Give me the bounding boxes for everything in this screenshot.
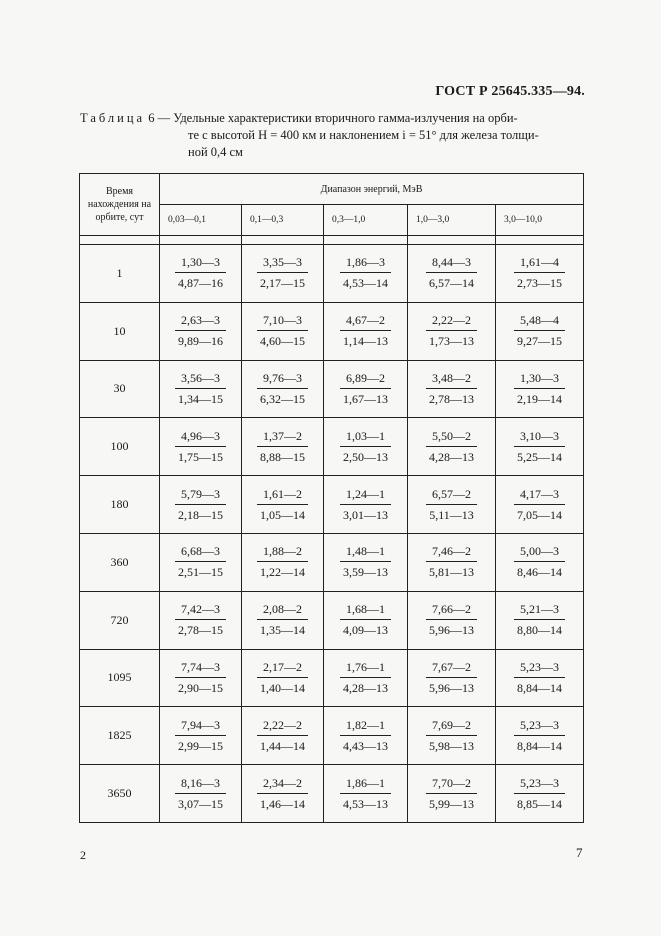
numerator: 1,86—1	[340, 776, 391, 794]
caption-line-1	[80, 110, 580, 127]
fraction-value	[340, 660, 391, 696]
caption-text-1: — Удельные характеристики вторичного гамма-излучения на орби-	[154, 111, 518, 125]
time-value: 360	[80, 533, 160, 591]
table-row	[80, 245, 584, 303]
denominator: 4,53—14	[343, 276, 388, 291]
fraction-value	[514, 776, 565, 812]
numerator: 1,61—2	[257, 487, 308, 505]
fraction-value	[426, 429, 477, 465]
numerator: 5,48—4	[514, 313, 565, 331]
table-cell	[496, 245, 584, 303]
numerator: 4,96—3	[175, 429, 226, 447]
table-cell	[160, 533, 242, 591]
numerator: 7,42—3	[175, 602, 226, 620]
fraction-value	[426, 660, 477, 696]
energy-column-header: 3,0—10,0	[496, 205, 584, 236]
time-value: 1825	[80, 707, 160, 765]
denominator: 5,96—13	[429, 680, 474, 695]
energy-column-header: 0,1—0,3	[242, 205, 324, 236]
fraction-value	[340, 718, 391, 754]
denominator: 3,01—13	[343, 507, 388, 522]
fraction-value	[175, 255, 226, 291]
energy-range-header: Диапазон энергий, МэВ	[160, 174, 584, 205]
fraction-value	[175, 602, 226, 638]
denominator: 9,89—16	[178, 334, 223, 349]
time-value: 1095	[80, 649, 160, 707]
table-cell	[324, 591, 408, 649]
table-cell	[242, 707, 324, 765]
numerator: 4,17—3	[514, 487, 565, 505]
numerator: 4,67—2	[340, 313, 391, 331]
numerator: 2,22—2	[426, 313, 477, 331]
table-cell	[496, 765, 584, 823]
denominator: 7,05—14	[517, 507, 563, 522]
table-cell	[242, 245, 324, 303]
denominator: 2,17—15	[260, 276, 305, 291]
table-cell	[496, 360, 584, 418]
time-value: 180	[80, 476, 160, 534]
denominator: 8,88—15	[260, 449, 305, 464]
fraction-value	[426, 776, 477, 812]
table-cell	[160, 765, 242, 823]
fraction-value	[340, 371, 391, 407]
table-cell	[324, 649, 408, 707]
table-cell	[242, 591, 324, 649]
fraction-value	[514, 602, 565, 638]
time-value: 3650	[80, 765, 160, 823]
table-row	[80, 360, 584, 418]
table-row	[80, 418, 584, 476]
fraction-value	[257, 255, 308, 291]
table-row	[80, 649, 584, 707]
table-cell	[408, 591, 496, 649]
table-cell	[408, 245, 496, 303]
table-cell	[408, 418, 496, 476]
table-cell	[324, 418, 408, 476]
denominator: 2,50—13	[343, 449, 388, 464]
numerator: 2,63—3	[175, 313, 226, 331]
table-cell	[496, 302, 584, 360]
fraction-value	[175, 718, 226, 754]
denominator: 1,22—14	[260, 565, 305, 580]
fraction-value	[514, 487, 565, 523]
denominator: 5,99—13	[429, 796, 474, 811]
numerator: 6,68—3	[175, 544, 226, 562]
denominator: 2,99—15	[178, 738, 223, 753]
numerator: 1,03—1	[340, 429, 391, 447]
numerator: 1,30—3	[514, 371, 565, 389]
numerator: 1,37—2	[257, 429, 308, 447]
numerator: 7,69—2	[426, 718, 477, 736]
table-cell	[242, 765, 324, 823]
fraction-value	[426, 544, 477, 580]
denominator: 1,73—13	[429, 334, 474, 349]
denominator: 9,27—15	[517, 334, 563, 349]
denominator: 2,51—15	[178, 565, 223, 580]
fraction-value	[340, 487, 391, 523]
numerator: 5,21—3	[514, 602, 565, 620]
table-cell	[160, 649, 242, 707]
table-cell	[242, 649, 324, 707]
numerator: 3,10—3	[514, 429, 565, 447]
table-cell	[242, 302, 324, 360]
numerator: 5,00—3	[514, 544, 565, 562]
table-cell	[242, 476, 324, 534]
table-cell	[324, 765, 408, 823]
time-value: 720	[80, 591, 160, 649]
fraction-value	[340, 313, 391, 349]
fraction-value	[257, 776, 308, 812]
table-cell	[324, 245, 408, 303]
numerator: 9,76—3	[257, 371, 308, 389]
fraction-value	[426, 602, 477, 638]
fraction-value	[175, 313, 226, 349]
table-cell	[324, 302, 408, 360]
numerator: 8,16—3	[175, 776, 226, 794]
table-cell	[160, 476, 242, 534]
numerator: 1,76—1	[340, 660, 391, 678]
fraction-value	[514, 371, 565, 407]
table-row	[80, 591, 584, 649]
numerator: 1,68—1	[340, 602, 391, 620]
numerator: 7,46—2	[426, 544, 477, 562]
numerator: 1,48—1	[340, 544, 391, 562]
denominator: 6,32—15	[260, 391, 305, 406]
denominator: 1,75—15	[178, 449, 223, 464]
fraction-value	[426, 718, 477, 754]
table-caption	[80, 110, 580, 161]
time-value: 100	[80, 418, 160, 476]
denominator: 6,57—14	[429, 276, 474, 291]
denominator: 1,40—14	[260, 680, 305, 695]
table-cell	[324, 476, 408, 534]
numerator: 8,44—3	[426, 255, 477, 273]
page-number-right: 7	[576, 845, 583, 860]
denominator: 4,09—13	[343, 623, 388, 638]
numerator: 1,30—3	[175, 255, 226, 273]
table-cell	[160, 245, 242, 303]
time-value: 30	[80, 360, 160, 418]
time-column-header: Время нахождения на орбите, сут	[80, 174, 160, 236]
numerator: 1,24—1	[340, 487, 391, 505]
denominator: 2,73—15	[517, 276, 563, 291]
denominator: 2,19—14	[517, 391, 563, 406]
fraction-value	[175, 429, 226, 465]
numerator: 7,66—2	[426, 602, 477, 620]
table-cell	[496, 418, 584, 476]
numerator: 5,79—3	[175, 487, 226, 505]
data-table	[79, 173, 584, 823]
header-gap-row	[80, 236, 584, 245]
numerator: 7,70—2	[426, 776, 477, 794]
table-cell	[160, 707, 242, 765]
table-cell	[242, 360, 324, 418]
document-code: ГОСТ Р 25645.335—94.	[435, 84, 585, 99]
fraction-value	[257, 371, 308, 407]
denominator: 5,98—13	[429, 738, 474, 753]
numerator: 3,35—3	[257, 255, 308, 273]
fraction-value	[426, 371, 477, 407]
numerator: 5,23—3	[514, 718, 565, 736]
denominator: 4,28—13	[429, 449, 474, 464]
table-cell	[408, 476, 496, 534]
denominator: 8,84—14	[517, 680, 563, 695]
numerator: 1,86—3	[340, 255, 391, 273]
fraction-value	[257, 718, 308, 754]
fraction-value	[514, 255, 565, 291]
numerator: 2,34—2	[257, 776, 308, 794]
denominator: 2,78—13	[429, 391, 474, 406]
numerator: 7,10—3	[257, 313, 308, 331]
denominator: 1,44—14	[260, 738, 305, 753]
table-cell	[324, 360, 408, 418]
fraction-value	[257, 487, 308, 523]
fraction-value	[175, 660, 226, 696]
denominator: 5,81—13	[429, 565, 474, 580]
denominator: 2,90—15	[178, 680, 223, 695]
table-cell	[496, 591, 584, 649]
table-cell	[160, 302, 242, 360]
numerator: 6,57—2	[426, 487, 477, 505]
numerator: 2,17—2	[257, 660, 308, 678]
fraction-value	[257, 602, 308, 638]
denominator: 4,87—16	[178, 276, 223, 291]
fraction-value	[175, 371, 226, 407]
table-cell	[496, 533, 584, 591]
numerator: 5,23—3	[514, 660, 565, 678]
denominator: 4,60—15	[260, 334, 305, 349]
denominator: 8,84—14	[517, 738, 563, 753]
time-value: 10	[80, 302, 160, 360]
numerator: 1,82—1	[340, 718, 391, 736]
caption-line-2: те с высотой H = 400 км и наклонением i = 51° для железа толщи-	[188, 128, 539, 142]
table-cell	[408, 302, 496, 360]
time-value: 1	[80, 245, 160, 303]
denominator: 5,96—13	[429, 623, 474, 638]
caption-number: 6	[148, 111, 155, 125]
fraction-value	[340, 776, 391, 812]
numerator: 7,94—3	[175, 718, 226, 736]
denominator: 8,46—14	[517, 565, 563, 580]
fraction-value	[340, 429, 391, 465]
table-cell	[496, 707, 584, 765]
page-number-left: 2	[80, 848, 86, 862]
fraction-value	[175, 487, 226, 523]
denominator: 2,78—15	[178, 623, 223, 638]
fraction-value	[257, 429, 308, 465]
table-row	[80, 533, 584, 591]
table-cell	[408, 533, 496, 591]
denominator: 3,59—13	[343, 565, 388, 580]
fraction-value	[426, 255, 477, 291]
table-row	[80, 476, 584, 534]
denominator: 4,43—13	[343, 738, 388, 753]
denominator: 1,34—15	[178, 391, 223, 406]
numerator: 6,89—2	[340, 371, 391, 389]
denominator: 2,18—15	[178, 507, 223, 522]
table-cell	[324, 533, 408, 591]
table-cell	[496, 476, 584, 534]
fraction-value	[340, 255, 391, 291]
fraction-value	[426, 313, 477, 349]
fraction-value	[257, 544, 308, 580]
energy-column-header: 0,03—0,1	[160, 205, 242, 236]
numerator: 2,22—2	[257, 718, 308, 736]
table-row	[80, 707, 584, 765]
fraction-value	[340, 602, 391, 638]
table-cell	[324, 707, 408, 765]
fraction-value	[257, 313, 308, 349]
denominator: 4,28—13	[343, 680, 388, 695]
numerator: 5,23—3	[514, 776, 565, 794]
table-cell	[408, 649, 496, 707]
denominator: 1,46—14	[260, 796, 305, 811]
caption-label: Таблица	[80, 111, 146, 125]
fraction-value	[175, 776, 226, 812]
table-cell	[242, 533, 324, 591]
numerator: 2,08—2	[257, 602, 308, 620]
denominator: 8,80—14	[517, 623, 563, 638]
denominator: 8,85—14	[517, 796, 563, 811]
fraction-value	[514, 660, 565, 696]
table-cell	[160, 418, 242, 476]
numerator: 1,88—2	[257, 544, 308, 562]
table-cell	[496, 649, 584, 707]
numerator: 7,67—2	[426, 660, 477, 678]
fraction-value	[175, 544, 226, 580]
denominator: 5,11—13	[429, 507, 474, 522]
table-cell	[242, 418, 324, 476]
fraction-value	[426, 487, 477, 523]
numerator: 7,74—3	[175, 660, 226, 678]
denominator: 1,05—14	[260, 507, 305, 522]
fraction-value	[514, 718, 565, 754]
table-cell	[408, 765, 496, 823]
fraction-value	[514, 429, 565, 465]
denominator: 5,25—14	[517, 449, 563, 464]
fraction-value	[514, 544, 565, 580]
fraction-value	[257, 660, 308, 696]
numerator: 3,48—2	[426, 371, 477, 389]
energy-column-header: 0,3—1,0	[324, 205, 408, 236]
numerator: 5,50—2	[426, 429, 477, 447]
energy-column-header: 1,0—3,0	[408, 205, 496, 236]
denominator: 1,14—13	[343, 334, 388, 349]
table-cell	[160, 360, 242, 418]
caption-line-3: ной 0,4 см	[188, 145, 243, 159]
numerator: 1,61—4	[514, 255, 565, 273]
table-row	[80, 302, 584, 360]
denominator: 1,35—14	[260, 623, 305, 638]
table-row	[80, 765, 584, 823]
table-cell	[160, 591, 242, 649]
denominator: 1,67—13	[343, 391, 388, 406]
numerator: 3,56—3	[175, 371, 226, 389]
table-cell	[408, 360, 496, 418]
denominator: 4,53—13	[343, 796, 388, 811]
denominator: 3,07—15	[178, 796, 223, 811]
fraction-value	[514, 313, 565, 349]
fraction-value	[340, 544, 391, 580]
table-cell	[408, 707, 496, 765]
